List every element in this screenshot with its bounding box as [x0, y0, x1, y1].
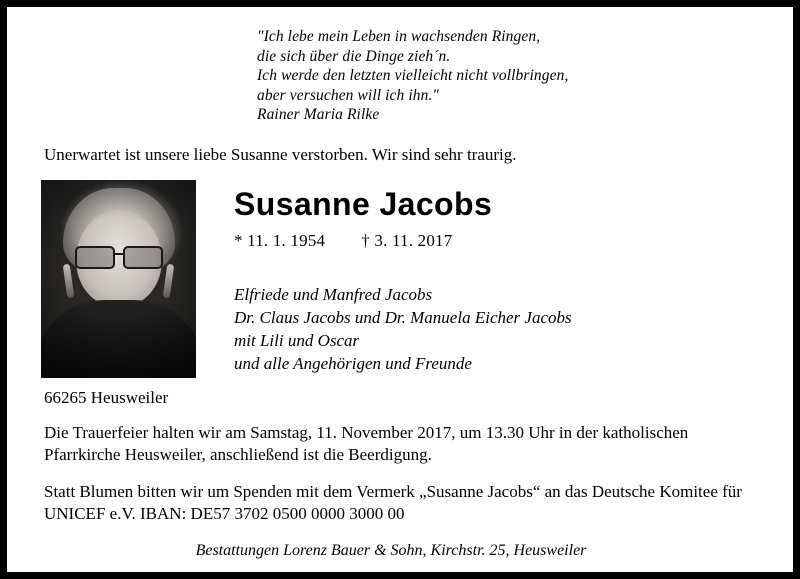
mourner-line-2: Dr. Claus Jacobs und Dr. Manuela Eicher Jacobs [234, 307, 572, 327]
poem-line-3: Ich werde den letzten vielleicht nicht vollbringen, [257, 67, 569, 84]
funeral-home-credit: Bestattungen Lorenz Bauer & Sohn, Kirchstr. 25, Heusweiler [195, 541, 587, 559]
donation-paragraph: Statt Blumen bitten wir um Spenden mit dem Vermerk „Susanne Jacobs“ an das Deutsche Komitee für UNICEF e.V. IBAN: DE57 3702 0500 0000 3000 00 [44, 481, 742, 523]
poem-line-1: "Ich lebe mein Leben in wachsenden Ringen, [257, 28, 541, 45]
life-dates [234, 231, 572, 251]
mourner-line-1: Elfriede und Manfred Jacobs [234, 284, 433, 304]
photo-vignette [41, 180, 196, 378]
notice-content [7, 7, 793, 572]
mourner-line-4: und alle Angehörigen und Freunde [234, 353, 472, 373]
opening-sentence: Unerwartet ist unsere liebe Susanne verstorben. Wir sind sehr traurig. [44, 144, 517, 164]
poem-line-4: aber versuchen will ich ihn." [257, 86, 440, 104]
address-line: 66265 Heusweiler [44, 387, 169, 407]
poem-line-2: die sich über die Dinge zieh´n. [257, 47, 451, 65]
portrait-and-names-row [41, 180, 759, 378]
birth-date: * 11. 1. 1954 [234, 230, 326, 250]
poem-author: Rainer Maria Rilke [257, 106, 380, 123]
portrait-photo [41, 180, 196, 378]
death-date: † 3. 11. 2017 [361, 230, 453, 250]
funeral-service-paragraph: Die Trauerfeier halten wir am Samstag, 11. November 2017, um 13.30 Uhr in der katholischen Pfarrkirche Heusweiler, anschließend ist die Beerdigung. [44, 422, 689, 464]
poem-block [257, 27, 759, 125]
mourner-line-3: mit Lili und Oscar [234, 330, 360, 350]
mourners-list [234, 283, 572, 375]
names-block [196, 180, 572, 375]
deceased-name: Susanne Jacobs [234, 185, 493, 222]
